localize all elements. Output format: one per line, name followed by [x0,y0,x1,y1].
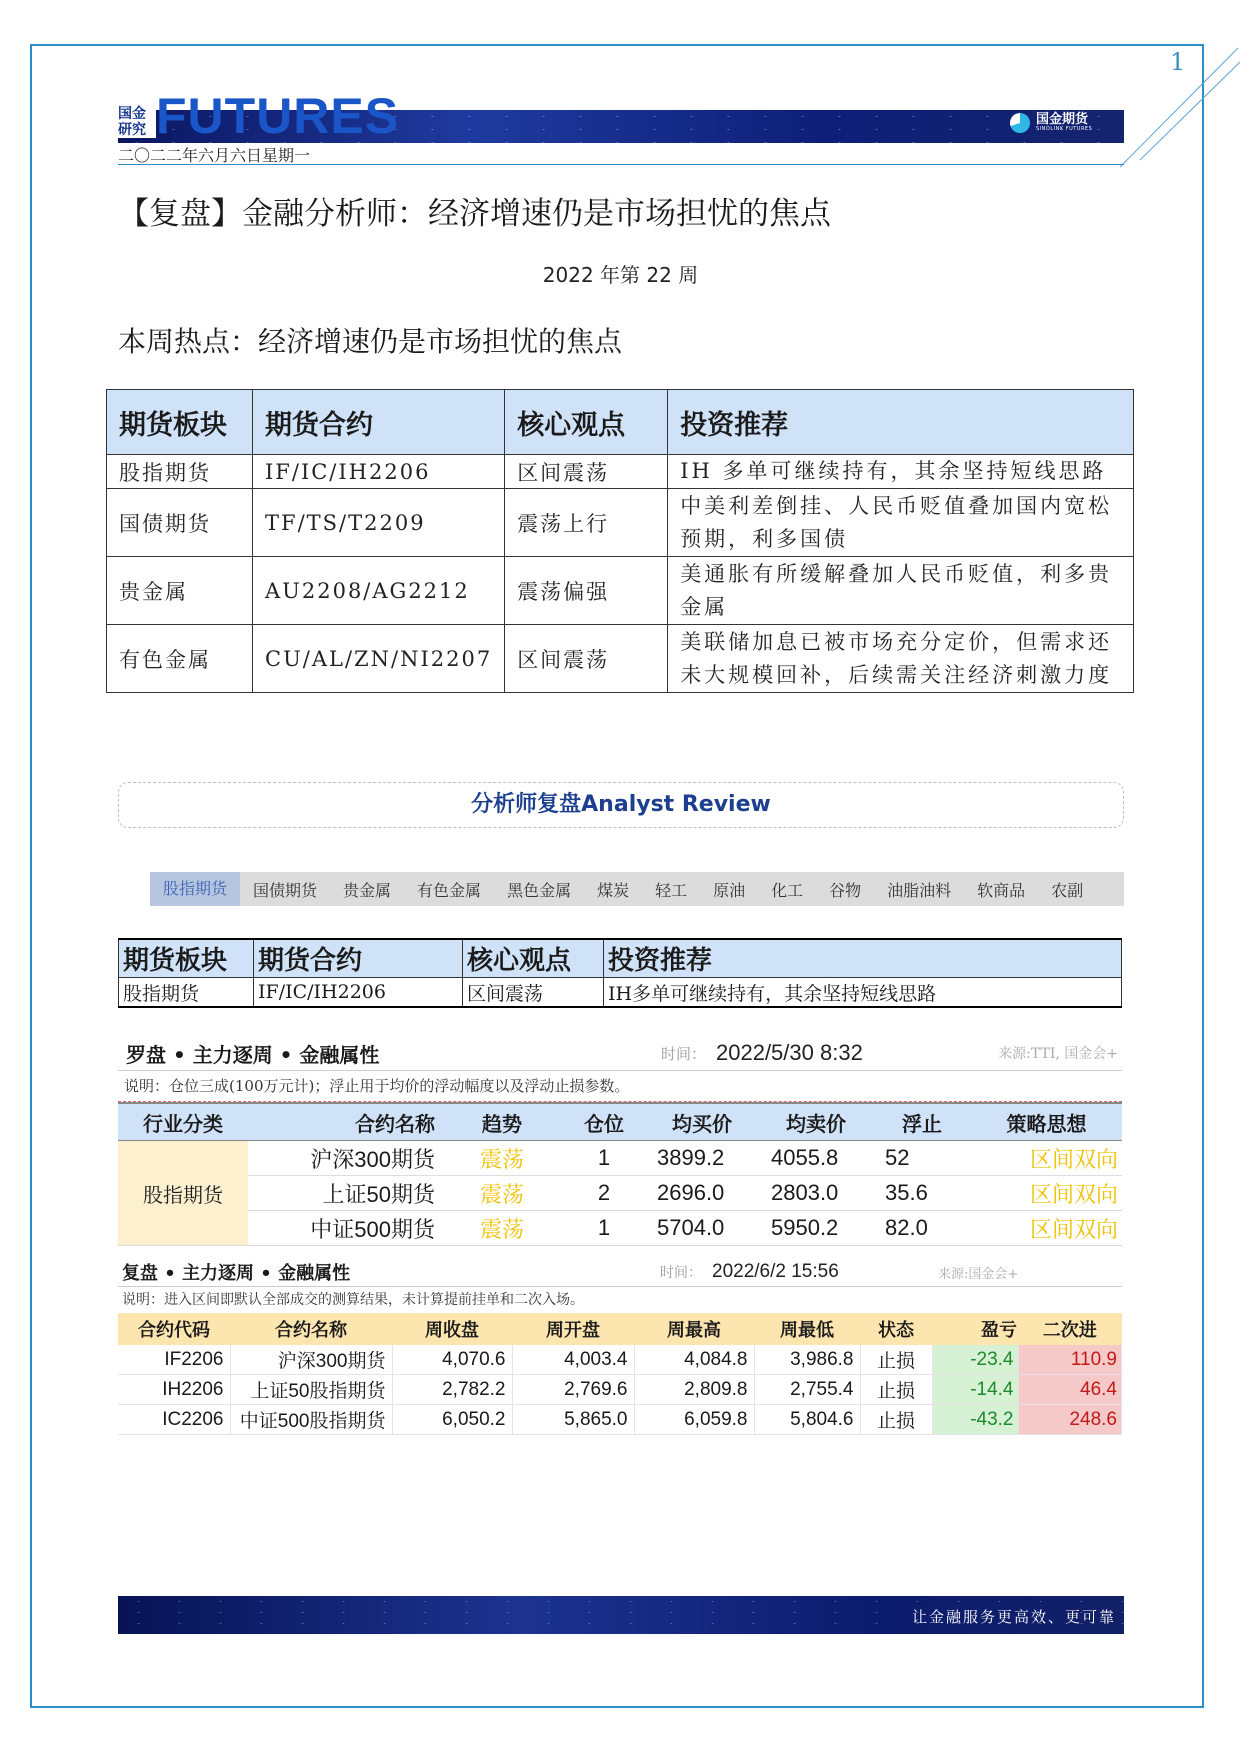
col-header: 状态 [860,1313,932,1345]
col-header: 周最高 [634,1313,754,1345]
table-row: IC2206 中证500股指期货 6,050.2 5,865.0 6,059.8 5,804.6 止损 -43.2 248.6 [118,1405,1122,1435]
luopan-note: 说明：仓位三成(100万元计)；浮止用于均价的浮动幅度以及浮动止损参数。 [118,1071,1122,1102]
col-header: 合约名称 [248,1103,441,1141]
col-header: 核心观点 [505,390,668,455]
table-row: IH2206 上证50股指期货 2,782.2 2,769.6 2,809.8 2,755.4 止损 -14.4 46.4 [118,1375,1122,1405]
tab-light-industry[interactable]: 轻工 [655,880,688,900]
report-title: 【复盘】金融分析师：经济增速仍是市场担忧的焦点 [118,196,831,232]
col-header: 均买价 [645,1103,759,1141]
fupan-table [118,1313,1122,1435]
table-row: 中证500期货 震荡 1 5704.0 5950.2 82.0 区间双向 [118,1211,1122,1246]
col-header: 合约名称 [230,1313,392,1345]
time-label: 时间： [660,1265,702,1281]
table-row: 国债期货 TF/TS/T2209 震荡上行 中美利差倒挂、人民币贬值叠加国内宽松预期，利多国债 [107,489,1134,557]
table-row: 有色金属 CU/AL/ZN/NI2207 区间震荡 美联储加息已被市场充分定价，但需求还未大规模回补，后续需关注经济刺激力度 [107,625,1134,693]
hot-topic: 本周热点：经济增速仍是市场担忧的焦点 [118,325,623,358]
analyst-review-banner: 分析师复盘Analyst Review [118,782,1124,828]
time-label: 时间： [660,1044,706,1063]
tab-precious-metals[interactable]: 贵金属 [343,880,392,900]
futures-logo: 国金 研究 FUTURES [118,88,400,144]
col-header: 期货合约 [253,390,505,455]
corner-decoration [1110,40,1240,180]
table-row: IF2206 沪深300期货 4,070.6 4,003.4 4,084.8 3,986.8 止损 -23.4 110.9 [118,1345,1122,1375]
report-week: 2022 年第 22 周 [542,263,699,287]
col-header: 投资推荐 [604,939,1122,978]
footer-banner [118,1596,1124,1634]
col-header: 盈亏 [932,1313,1018,1345]
report-date: 二〇二二年六月六日星期一 [118,146,311,165]
category-cell: 股指期货 [118,1141,248,1246]
tab-soft-commodities[interactable]: 软商品 [977,880,1026,900]
col-header: 浮止 [873,1103,971,1141]
col-header: 仓位 [563,1103,645,1141]
table-row: 股指期货 IF/IC/IH2206 区间震荡 IH多单可继续持有，其余坚持短线思路 [119,978,1122,1008]
luopan-title: 罗盘 • 主力逐周 • 金融属性 [126,1042,380,1067]
tab-oilseeds[interactable]: 油脂油料 [887,880,952,900]
col-header: 趋势 [441,1103,563,1141]
luopan-panel [118,1036,1122,1246]
tab-ferrous-metals[interactable]: 黑色金属 [507,880,572,900]
col-header: 投资推荐 [668,390,1134,455]
col-header: 二次进 [1018,1313,1122,1345]
sector-tab-bar [150,872,1124,906]
table-row: 上证50期货 震荡 2 2696.0 2803.0 35.6 区间双向 [118,1176,1122,1211]
tab-agri-byproducts[interactable]: 农副 [1051,880,1084,900]
tab-index-futures[interactable]: 股指期货 [150,872,240,906]
time-value: 2022/6/2 15:56 [712,1261,839,1282]
tab-nonferrous-metals[interactable]: 有色金属 [417,880,482,900]
source-label: 来源:国金会+ [938,1266,1019,1282]
brand-logo: 国金期货 SINOLINK FUTURES [1010,113,1092,133]
tab-grains[interactable]: 谷物 [829,880,862,900]
col-header: 策略思想 [971,1103,1122,1141]
source-label: 来源:TTI, 国金会+ [998,1046,1118,1062]
table-row: 股指期货 沪深300期货 震荡 1 3899.2 4055.8 52 区间双向 [118,1141,1122,1176]
tab-chemicals[interactable]: 化工 [771,880,804,900]
tab-bond-futures[interactable]: 国债期货 [253,880,318,900]
col-header: 周最低 [754,1313,860,1345]
footer-slogan: 让金融服务更高效、更可靠 [911,1608,1116,1626]
brand-circle-icon [1010,113,1030,133]
col-header: 周开盘 [512,1313,634,1345]
tab-crude-oil[interactable]: 原油 [713,880,746,900]
fupan-note: 说明：进入区间即默认全部成交的测算结果，未计算提前挂单和二次入场。 [122,1292,584,1308]
index-futures-table [118,938,1122,1008]
col-header: 合约代码 [118,1313,230,1345]
col-header: 周收盘 [392,1313,512,1345]
fupan-panel [118,1258,1122,1435]
table-row: 贵金属 AU2208/AG2212 震荡偏强 美通胀有所缓解叠加人民币贬值，利多贵金属 [107,557,1134,625]
col-header: 行业分类 [118,1103,248,1141]
table-row: 股指期货 IF/IC/IH2206 区间震荡 IH 多单可继续持有，其余坚持短线思路 [107,455,1134,489]
luopan-table [118,1102,1122,1246]
col-header: 期货板块 [119,939,254,978]
summary-table [106,389,1134,693]
time-value: 2022/5/30 8:32 [716,1040,863,1065]
col-header: 均卖价 [759,1103,873,1141]
col-header: 核心观点 [463,939,604,978]
col-header: 期货板块 [107,390,253,455]
col-header: 期货合约 [254,939,463,978]
tab-coal[interactable]: 煤炭 [597,880,630,900]
page-number: 1 [1170,48,1186,76]
fupan-title: 复盘 • 主力逐周 • 金融属性 [122,1263,351,1284]
